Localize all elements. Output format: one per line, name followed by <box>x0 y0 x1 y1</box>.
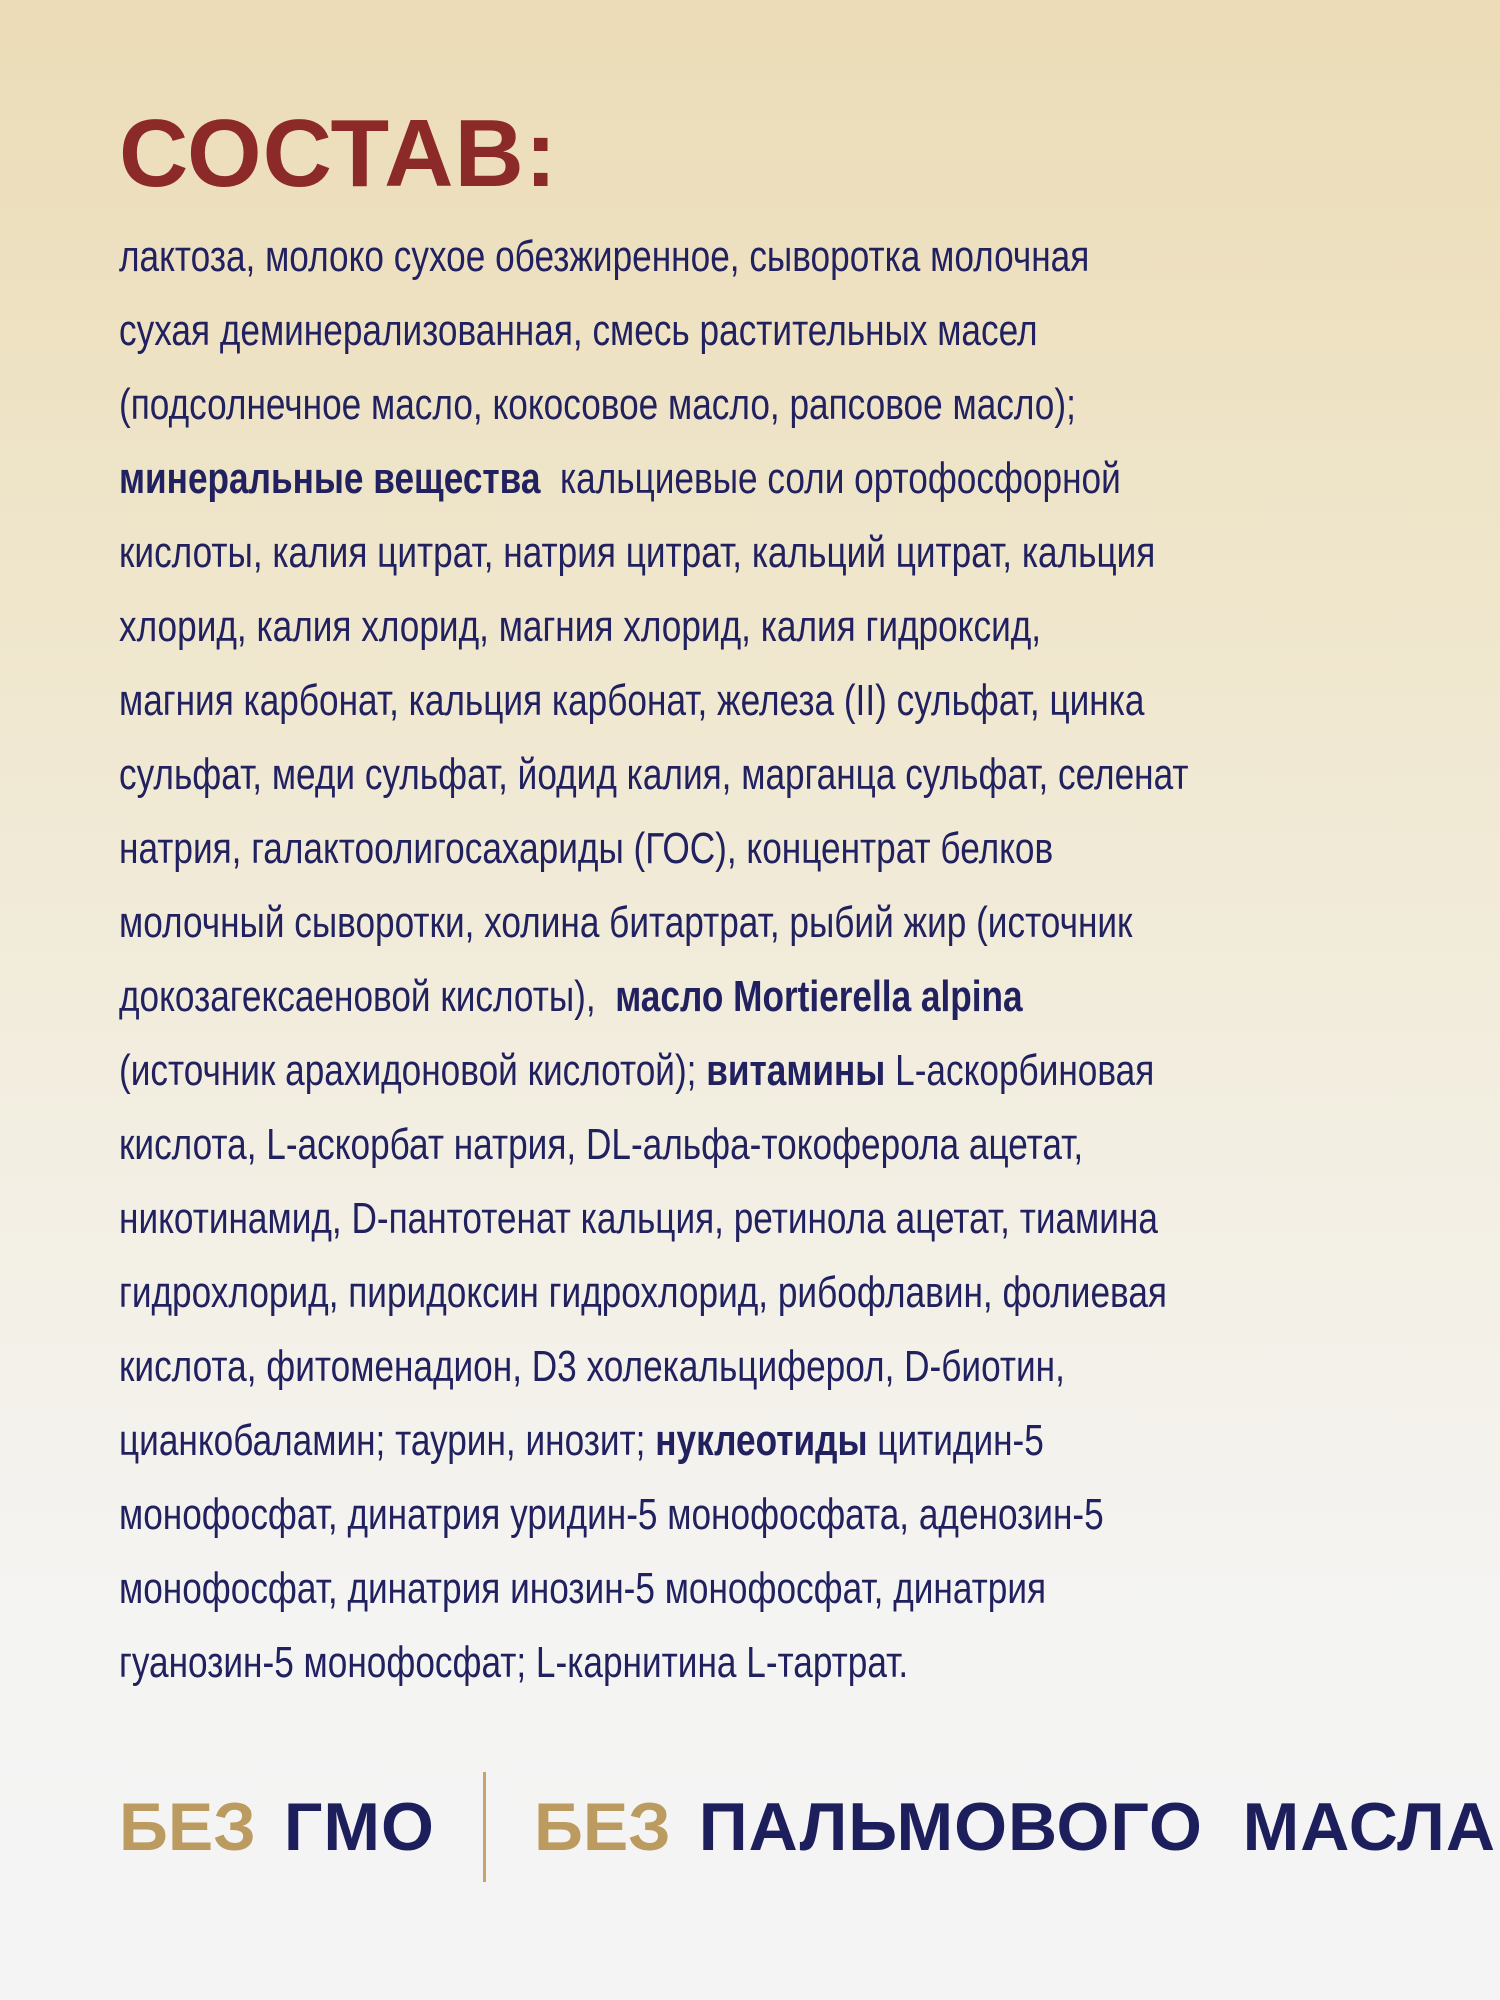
ingredient-text: (источник арахидоновой кислотой); <box>119 1046 707 1095</box>
badge-label: ГМО <box>283 1789 435 1865</box>
ingredients-line <box>119 368 1159 442</box>
ingredients-line <box>119 1108 1159 1182</box>
ingredients-line <box>119 516 1159 590</box>
ingredients-line <box>119 220 1159 294</box>
ingredient-text: натрия, галактоолигосахариды (ГОС), концентрат белков <box>119 824 1054 873</box>
ingredient-text: никотинамид, D-пантотенат кальция, ретинола ацетат, тиамина <box>119 1194 1158 1243</box>
ingredient-category-label: витамины <box>706 1046 886 1095</box>
ingredients-line <box>119 294 1159 368</box>
no-gmo-badge <box>119 1789 435 1865</box>
ingredients-line <box>119 664 1159 738</box>
ingredients-line <box>119 812 1159 886</box>
ingredient-text: цитидин-5 <box>867 1416 1044 1465</box>
ingredients-line <box>119 960 1159 1034</box>
badge-prefix: БЕЗ <box>533 1789 671 1865</box>
ingredients-line <box>119 1626 1159 1700</box>
ingredients-text <box>119 220 1189 1700</box>
ingredients-line <box>119 1034 1159 1108</box>
ingredients-line <box>119 442 1159 516</box>
ingredient-text: молочный сыворотки, холина битартрат, рыбий жир (источник <box>119 898 1133 947</box>
ingredient-text: гидрохлорид, пиридоксин гидрохлорид, рибофлавин, фолиевая <box>119 1268 1167 1317</box>
ingredients-line <box>119 1552 1159 1626</box>
ingredient-text: докозагексаеновой кислоты), <box>119 972 616 1021</box>
ingredients-line <box>119 1182 1159 1256</box>
ingredients-line <box>119 1330 1159 1404</box>
badge-divider <box>483 1772 486 1882</box>
composition-title: СОСТАВ: <box>119 100 558 207</box>
ingredients-line <box>119 1478 1159 1552</box>
ingredient-text: (подсолнечное масло, кокосовое масло, рапсовое масло); <box>119 380 1076 429</box>
feature-badges <box>119 1772 1496 1882</box>
ingredient-text: цианкобаламин; таурин, инозит; <box>119 1416 656 1465</box>
ingredient-text: кальциевые соли ортофосфорной <box>540 454 1121 503</box>
ingredient-text: монофосфат, динатрия уридин-5 монофосфата, аденозин-5 <box>119 1490 1104 1539</box>
no-palm-oil-badge <box>533 1789 1496 1865</box>
ingredients-line <box>119 738 1189 812</box>
ingredient-text: гуанозин-5 монофосфат; L-карнитина L-тартрат. <box>119 1638 909 1687</box>
ingredient-text: лактоза, молоко сухое обезжиренное, сыворотка молочная <box>119 232 1090 281</box>
ingredients-line <box>119 886 1159 960</box>
ingredient-text: кислота, L-аскорбат натрия, DL-альфа-токоферола ацетат, <box>119 1120 1084 1169</box>
ingredient-text: кислоты, калия цитрат, натрия цитрат, кальций цитрат, кальция <box>119 528 1156 577</box>
ingredient-text: кислота, фитоменадион, D3 холекальциферол, D-биотин, <box>119 1342 1065 1391</box>
ingredient-text: сухая деминерализованная, смесь растительных масел <box>119 306 1038 355</box>
ingredient-text: магния карбонат, кальция карбонат, железа (II) сульфат, цинка <box>119 676 1145 725</box>
badge-label: ПАЛЬМОВОГО МАСЛА <box>698 1789 1496 1865</box>
ingredient-text: монофосфат, динатрия инозин-5 монофосфат, динатрия <box>119 1564 1047 1613</box>
ingredient-category-label: нуклеотиды <box>655 1416 868 1465</box>
badge-prefix: БЕЗ <box>119 1789 256 1865</box>
ingredients-line <box>119 1404 1159 1478</box>
ingredient-text: сульфат, меди сульфат, йодид калия, марганца сульфат, селенат <box>119 750 1189 799</box>
ingredients-line <box>119 590 1159 664</box>
ingredient-category-label: минеральные вещества <box>119 454 541 503</box>
ingredients-line <box>119 1256 1167 1330</box>
ingredient-text: хлорид, калия хлорид, магния хлорид, калия гидроксид, <box>119 602 1042 651</box>
ingredient-text: L-аскорбиновая <box>885 1046 1155 1095</box>
ingredient-category-label: масло Mortierella alpina <box>615 972 1023 1021</box>
